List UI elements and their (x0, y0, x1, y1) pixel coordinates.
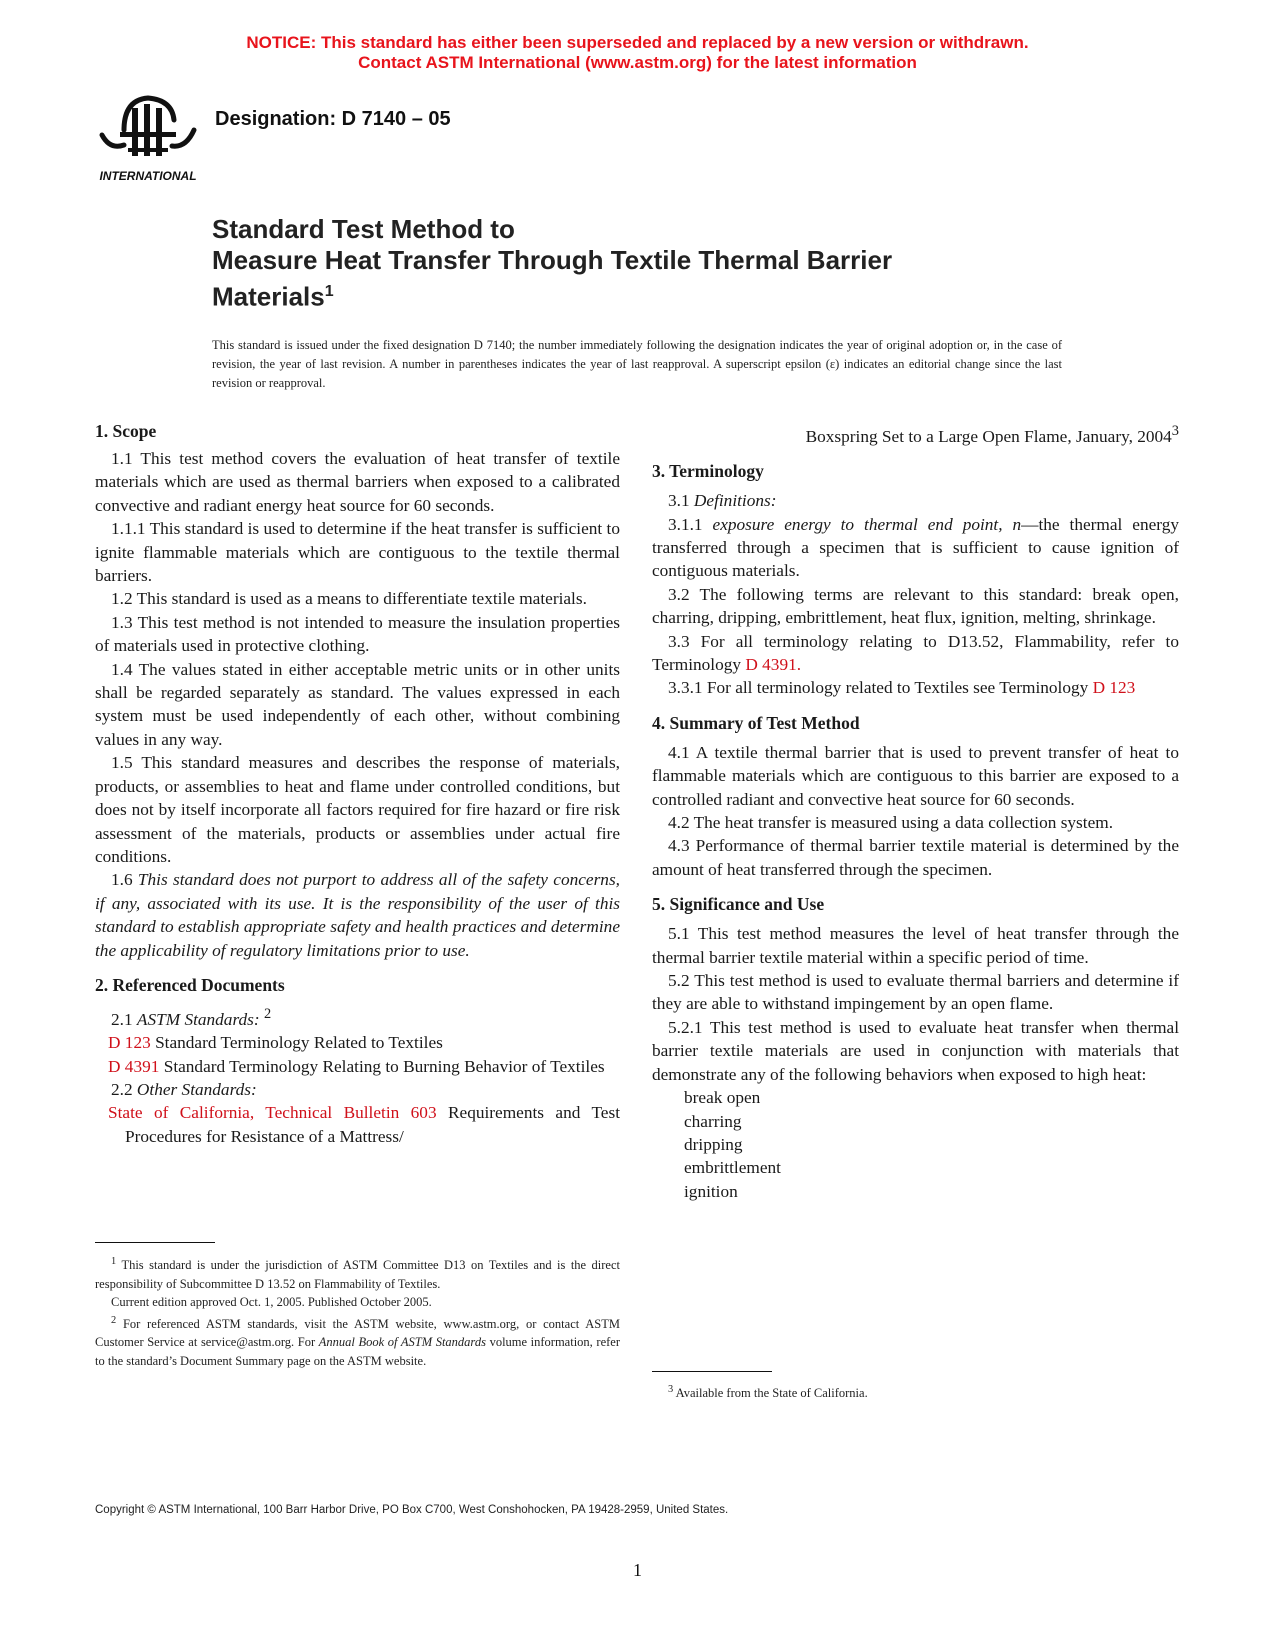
section-2-1-footnote: 2 (263, 1005, 272, 1022)
section-1-5: 1.5 This standard measures and describes the response of materials, products, or assemblies to heat and flame under controlled conditions, but does not by itself incorporate all factors required for fire hazard or fire risk assessment of the materials, products or assemblies under actual fire conditions. (95, 753, 620, 866)
section-4-3: 4.3 Performance of thermal barrier textile material is determined by the amount of heat transferred through the specimen. (652, 836, 1179, 879)
designation: Designation: D 7140 – 05 (215, 108, 451, 130)
section-2-1 (95, 1003, 620, 1031)
footnote-2-mark: 2 (111, 1314, 117, 1326)
footnote-3-mark: 3 (668, 1384, 674, 1395)
section-3-3-1-text: 3.3.1 For all terminology related to Textiles see Terminology (668, 678, 1089, 698)
summary-heading: 4. Summary of Test Method (652, 712, 860, 733)
section-3-1 (652, 489, 1179, 512)
section-3-1-1-number: 3.1.1 (668, 514, 713, 534)
section-3-2: 3.2 The following terms are relevant to this standard: break open, charring, dripping, embrittlement, heat flux, ignition, melting, shrinkage. (652, 584, 1179, 628)
link-d123[interactable]: D 123 (108, 1033, 151, 1053)
section-5-1: 5.1 This test method measures the level of heat transfer through the thermal barrier textile material within a specific period of time. (652, 924, 1179, 967)
copyright: Copyright © ASTM International, 100 Barr Harbor Drive, PO Box C700, West Conshohocken, PA 19428-2959, United States. (95, 1504, 729, 1516)
footnote-2-italic: Annual Book of ASTM Standards (318, 1335, 486, 1350)
astm-logo-icon (94, 90, 202, 186)
right-column (652, 420, 1179, 1203)
section-1-1-1: 1.1.1 This standard is used to determine if the heat transfer is sufficient to ignite flammable materials which are contiguous to the textile thermal barriers. (95, 519, 620, 586)
behavior-item: embrittlement (684, 1158, 781, 1178)
astm-logo (94, 90, 202, 186)
behavior-item: break open (684, 1088, 761, 1108)
reference-tb603-continued (652, 420, 1179, 448)
footnotes-right (652, 1381, 1179, 1403)
notice-line-2: Contact ASTM International (www.astm.org) for the latest information (358, 53, 917, 72)
section-1-1: 1.1 This test method covers the evaluation of heat transfer of textile materials which are used as thermal barriers when exposed to a calibrated convective and radiant energy heat source for 60 seconds. (95, 449, 620, 515)
title-footnote-mark: 1 (324, 283, 334, 300)
reference-tb603-footnote: 3 (1171, 423, 1179, 439)
footnote-2-text-b: volume information, refer to the standard’s Document Summary page on the ASTM website. (95, 1335, 620, 1368)
section-1-6 (95, 868, 620, 962)
reference-tb603-continued-text: Boxspring Set to a Large Open Flame, January, 2004 (805, 426, 1172, 446)
footnote-divider-right (652, 1371, 772, 1372)
section-4-1: 4.1 A textile thermal barrier that is used to prevent transfer of heat to flammable materials which are contiguous to this barrier are exposed to a controlled radiant and convective heat source for 60 seconds. (652, 742, 1179, 809)
footnotes-left (95, 1253, 620, 1370)
link-d4391[interactable]: D 4391 (108, 1056, 160, 1076)
page-title (212, 214, 1112, 313)
reference-d123 (95, 1031, 620, 1054)
link-d123-terminology[interactable]: D 123 (1092, 678, 1136, 698)
notice-banner (0, 33, 1275, 73)
section-3-1-text: Definitions: (693, 491, 777, 511)
link-tb603[interactable]: State of California, Technical Bulletin 603 (108, 1103, 437, 1123)
notice-line-1: NOTICE: This standard has either been superseded and replaced by a new version or withdrawn. (246, 33, 1029, 52)
section-5-2: 5.2 This test method is used to evaluate thermal barriers and determine if they are able to withstand impingement by an open flame. (652, 971, 1179, 1014)
title-line-1: Standard Test Method to (212, 214, 515, 244)
behavior-item: dripping (684, 1134, 743, 1154)
left-column (95, 420, 620, 1148)
reference-d4391-title: Standard Terminology Relating to Burning Behavior of Textiles (163, 1056, 605, 1076)
section-3-3-1 (652, 676, 1179, 699)
footnote-1-text: This standard is under the jurisdiction of ASTM Committee D13 on Textiles and is the direct responsibility of Subcommittee D 13.52 on Flammability of Textiles. (95, 1258, 620, 1291)
footnote-1-edition: Current edition approved Oct. 1, 2005. Published October 2005. (111, 1295, 432, 1310)
intro-paragraph: This standard is issued under the fixed designation D 7140; the number immediately following the designation indicates the year of original adoption or, in the case of revision, the year of last revision. A number in parentheses indicates the year of last reapproval. A superscript epsilon (ε) indicates an editorial change since the last revision or reapproval. (212, 338, 1062, 390)
reference-tb603-title: Requirements and Test Procedures for Resistance of a Mattress/ (125, 1103, 621, 1146)
section-1-6-text: This standard does not purport to address all of the safety concerns, if any, associated with its use. It is the responsibility of the user of this standard to establish appropriate safety and health practices and determine the applicability of regulatory limitations prior to use. (95, 870, 620, 960)
section-1-3: 1.3 This test method is not intended to measure the insulation properties of materials used in protective clothing. (95, 612, 620, 656)
page-number: 1 (633, 1560, 642, 1580)
reference-d4391 (95, 1055, 620, 1078)
section-3-3-text: 3.3 For all terminology relating to D13.52, Flammability, refer to Terminology (652, 631, 1179, 675)
section-2-2-text: Other Standards: (136, 1079, 257, 1099)
footnote-2-text-a: For referenced ASTM standards, visit the ASTM website, www.astm.org, or contact ASTM Customer Service at service@astm.org. For (95, 1316, 620, 1350)
section-2-1-text: ASTM Standards: (136, 1009, 260, 1029)
scope-heading: 1. Scope (95, 421, 157, 441)
title-line-3 (212, 276, 1112, 313)
section-5-2-1: 5.2.1 This test method is used to evaluate heat transfer when thermal barrier textile materials are used in conjunction with materials that demonstrate any of the following behaviors when exposed to high heat: (652, 1017, 1179, 1084)
section-3-1-1-definition: —the thermal energy transferred through a specimen that is sufficient to cause ignition of contiguous materials. (652, 514, 1179, 581)
section-4-2: 4.2 The heat transfer is measured using a data collection system. (668, 813, 1114, 833)
section-3-1-1 (652, 513, 1179, 583)
logo-text: INTERNATIONAL (99, 169, 197, 183)
significance-heading: 5. Significance and Use (652, 894, 825, 915)
behavior-item: charring (684, 1111, 742, 1131)
title-line-3-text: Materials (212, 281, 325, 312)
footnote-1-mark: 1 (111, 1256, 117, 1267)
section-1-2: 1.2 This standard is used as a means to differentiate textile materials. (111, 589, 587, 609)
section-1-4: 1.4 The values stated in either acceptable metric units or in other units shall be regarded separately as standard. The values expressed in each system must be used independently of each other, without combining values in any way. (95, 659, 620, 749)
footnote-3 (652, 1381, 1179, 1403)
footnote-1 (95, 1253, 620, 1293)
section-1-6-number: 1.6 (111, 870, 138, 890)
section-2-1-number: 2.1 (111, 1009, 137, 1029)
section-3-1-1-term: exposure energy to thermal end point, n (712, 514, 1022, 534)
footnote-2 (95, 1312, 620, 1371)
section-3-1-number: 3.1 (668, 491, 694, 511)
footnote-divider-left (95, 1242, 215, 1243)
terminology-heading: 3. Terminology (652, 461, 764, 482)
behavior-item: ignition (684, 1181, 738, 1201)
title-line-2: Measure Heat Transfer Through Textile Thermal Barrier (212, 245, 893, 275)
section-2-2-number: 2.2 (111, 1079, 137, 1099)
section-2-2 (95, 1078, 620, 1101)
reference-d123-title: Standard Terminology Related to Textiles (155, 1033, 443, 1053)
reference-tb603 (95, 1101, 620, 1148)
footnote-3-text: Available from the State of California. (675, 1386, 868, 1401)
link-d4391-terminology[interactable]: D 4391. (745, 655, 802, 675)
referenced-documents-heading: 2. Referenced Documents (95, 974, 285, 995)
section-3-3 (652, 630, 1179, 677)
